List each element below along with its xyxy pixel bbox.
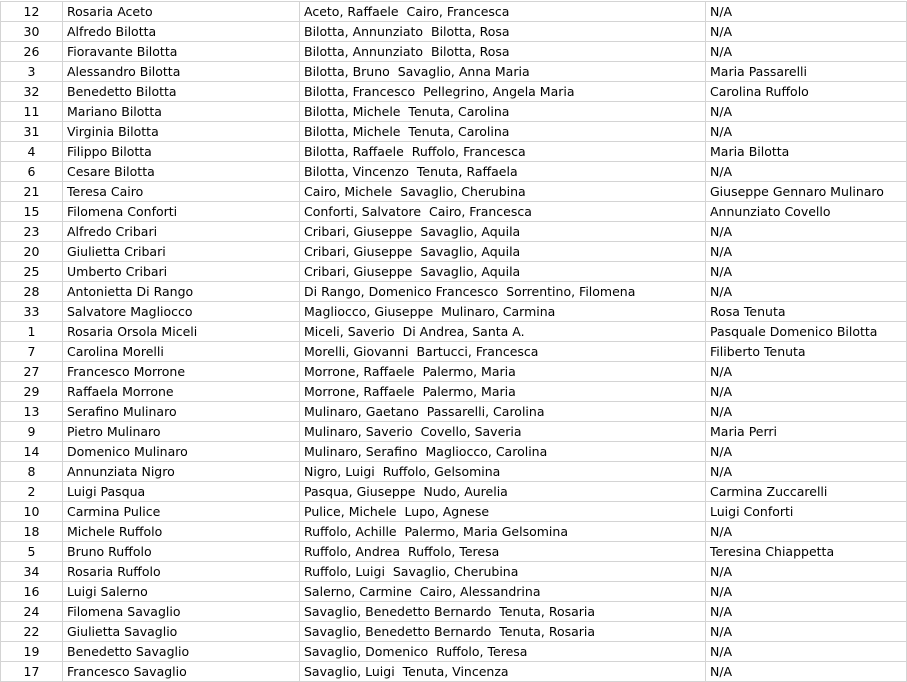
cell-name[interactable]: Rosaria Ruffolo [63,562,300,582]
cell-parents[interactable]: Aceto, Raffaele Cairo, Francesca [300,2,706,22]
cell-id[interactable]: 17 [1,662,63,682]
cell-name[interactable]: Rosaria Aceto [63,2,300,22]
cell-name[interactable]: Domenico Mulinaro [63,442,300,462]
table-row [1,102,907,122]
cell-name[interactable]: Salvatore Magliocco [63,302,300,322]
cell-parents[interactable]: Conforti, Salvatore Cairo, Francesca [300,202,706,222]
cell-spouse[interactable]: N/A [706,402,907,422]
table-row [1,22,907,42]
cell-name[interactable]: Francesco Morrone [63,362,300,382]
cell-id[interactable]: 18 [1,522,63,542]
cell-spouse[interactable]: Annunziato Covello [706,202,907,222]
cell-name[interactable]: Alfredo Bilotta [63,22,300,42]
table-row [1,42,907,62]
cell-parents[interactable]: Bilotta, Annunziato Bilotta, Rosa [300,22,706,42]
cell-id[interactable]: 9 [1,422,63,442]
cell-parents[interactable]: Bilotta, Annunziato Bilotta, Rosa [300,42,706,62]
table-row [1,502,907,522]
cell-name[interactable]: Filippo Bilotta [63,142,300,162]
cell-id[interactable]: 11 [1,102,63,122]
cell-name[interactable]: Annunziata Nigro [63,462,300,482]
cell-spouse[interactable]: N/A [706,622,907,642]
cell-parents[interactable]: Savaglio, Benedetto Bernardo Tenuta, Rosaria [300,602,706,622]
cell-id[interactable]: 28 [1,282,63,302]
table-row [1,122,907,142]
cell-spouse[interactable]: N/A [706,102,907,122]
cell-spouse[interactable]: Teresina Chiappetta [706,542,907,562]
cell-name[interactable]: Teresa Cairo [63,182,300,202]
cell-parents[interactable]: Mulinaro, Serafino Magliocco, Carolina [300,442,706,462]
table-row [1,222,907,242]
cell-parents[interactable]: Cairo, Michele Savaglio, Cherubina [300,182,706,202]
table-row [1,342,907,362]
cell-spouse[interactable]: N/A [706,582,907,602]
cell-name[interactable]: Luigi Salerno [63,582,300,602]
cell-id[interactable]: 1 [1,322,63,342]
genealogy-table [0,1,907,682]
cell-id[interactable]: 25 [1,262,63,282]
cell-name[interactable]: Alfredo Cribari [63,222,300,242]
cell-id[interactable]: 19 [1,642,63,662]
table-body [1,2,907,682]
table-row [1,182,907,202]
cell-id[interactable]: 14 [1,442,63,462]
table-row [1,322,907,342]
cell-parents[interactable]: Bilotta, Michele Tenuta, Carolina [300,102,706,122]
cell-parents[interactable]: Mulinaro, Saverio Covello, Saveria [300,422,706,442]
cell-id[interactable]: 32 [1,82,63,102]
cell-parents[interactable]: Cribari, Giuseppe Savaglio, Aquila [300,242,706,262]
cell-id[interactable]: 23 [1,222,63,242]
cell-name[interactable]: Umberto Cribari [63,262,300,282]
cell-parents[interactable]: Morrone, Raffaele Palermo, Maria [300,362,706,382]
cell-id[interactable]: 6 [1,162,63,182]
cell-parents[interactable]: Bilotta, Bruno Savaglio, Anna Maria [300,62,706,82]
cell-parents[interactable]: Cribari, Giuseppe Savaglio, Aquila [300,222,706,242]
cell-id[interactable]: 27 [1,362,63,382]
cell-id[interactable]: 33 [1,302,63,322]
cell-name[interactable]: Benedetto Savaglio [63,642,300,662]
cell-name[interactable]: Carmina Pulice [63,502,300,522]
table-row [1,202,907,222]
cell-id[interactable]: 34 [1,562,63,582]
cell-name[interactable]: Giulietta Cribari [63,242,300,262]
cell-spouse[interactable]: Maria Bilotta [706,142,907,162]
table-row [1,282,907,302]
cell-spouse[interactable]: N/A [706,242,907,262]
table-row [1,262,907,282]
cell-parents[interactable]: Cribari, Giuseppe Savaglio, Aquila [300,262,706,282]
table-row [1,402,907,422]
cell-name[interactable]: Mariano Bilotta [63,102,300,122]
table-row [1,442,907,462]
cell-parents[interactable]: Bilotta, Michele Tenuta, Carolina [300,122,706,142]
table-row [1,602,907,622]
table-row [1,422,907,442]
cell-spouse[interactable]: N/A [706,362,907,382]
table-row [1,582,907,602]
cell-parents[interactable]: Ruffolo, Luigi Savaglio, Cherubina [300,562,706,582]
cell-name[interactable]: Filomena Conforti [63,202,300,222]
cell-spouse[interactable]: Maria Perri [706,422,907,442]
table-row [1,542,907,562]
table-row [1,562,907,582]
cell-id[interactable]: 24 [1,602,63,622]
cell-spouse[interactable]: Maria Passarelli [706,62,907,82]
cell-parents[interactable]: Ruffolo, Achille Palermo, Maria Gelsomina [300,522,706,542]
table-row [1,2,907,22]
cell-id[interactable]: 30 [1,22,63,42]
cell-spouse[interactable]: Carmina Zuccarelli [706,482,907,502]
cell-spouse[interactable]: N/A [706,562,907,582]
cell-parents[interactable]: Bilotta, Raffaele Ruffolo, Francesca [300,142,706,162]
cell-spouse[interactable]: Pasquale Domenico Bilotta [706,322,907,342]
cell-id[interactable]: 29 [1,382,63,402]
cell-parents[interactable]: Miceli, Saverio Di Andrea, Santa A. [300,322,706,342]
cell-name[interactable]: Bruno Ruffolo [63,542,300,562]
table-row [1,522,907,542]
table-row [1,482,907,502]
cell-spouse[interactable]: N/A [706,662,907,682]
cell-spouse[interactable]: Filiberto Tenuta [706,342,907,362]
cell-name[interactable]: Virginia Bilotta [63,122,300,142]
cell-id[interactable]: 20 [1,242,63,262]
cell-parents[interactable]: Morrone, Raffaele Palermo, Maria [300,382,706,402]
cell-name[interactable]: Francesco Savaglio [63,662,300,682]
cell-id[interactable]: 7 [1,342,63,362]
cell-parents[interactable]: Bilotta, Francesco Pellegrino, Angela Maria [300,82,706,102]
cell-spouse[interactable]: Luigi Conforti [706,502,907,522]
cell-name[interactable]: Giulietta Savaglio [63,622,300,642]
cell-spouse[interactable]: Rosa Tenuta [706,302,907,322]
cell-name[interactable]: Benedetto Bilotta [63,82,300,102]
table-row [1,662,907,682]
table-row [1,302,907,322]
cell-spouse[interactable]: N/A [706,442,907,462]
cell-parents[interactable]: Salerno, Carmine Cairo, Alessandrina [300,582,706,602]
table-row [1,462,907,482]
cell-spouse[interactable]: N/A [706,42,907,62]
cell-id[interactable]: 12 [1,2,63,22]
cell-id[interactable]: 10 [1,502,63,522]
cell-parents[interactable]: Savaglio, Benedetto Bernardo Tenuta, Rosaria [300,622,706,642]
cell-spouse[interactable]: N/A [706,382,907,402]
cell-parents[interactable]: Savaglio, Domenico Ruffolo, Teresa [300,642,706,662]
cell-spouse[interactable]: N/A [706,282,907,302]
table-row [1,362,907,382]
cell-id[interactable]: 4 [1,142,63,162]
cell-spouse[interactable]: N/A [706,642,907,662]
cell-name[interactable]: Rosaria Orsola Miceli [63,322,300,342]
cell-spouse[interactable]: N/A [706,522,907,542]
cell-spouse[interactable]: N/A [706,162,907,182]
cell-spouse[interactable]: N/A [706,122,907,142]
cell-spouse[interactable]: N/A [706,462,907,482]
cell-parents[interactable]: Ruffolo, Andrea Ruffolo, Teresa [300,542,706,562]
cell-id[interactable]: 26 [1,42,63,62]
cell-name[interactable]: Michele Ruffolo [63,522,300,542]
cell-parents[interactable]: Pasqua, Giuseppe Nudo, Aurelia [300,482,706,502]
table-row [1,622,907,642]
table-row [1,162,907,182]
table-row [1,82,907,102]
table-row [1,62,907,82]
cell-spouse[interactable]: N/A [706,22,907,42]
cell-name[interactable]: Carolina Morelli [63,342,300,362]
cell-id[interactable]: 2 [1,482,63,502]
cell-name[interactable]: Antonietta Di Rango [63,282,300,302]
cell-id[interactable]: 16 [1,582,63,602]
cell-spouse[interactable]: Carolina Ruffolo [706,82,907,102]
cell-parents[interactable]: Morelli, Giovanni Bartucci, Francesca [300,342,706,362]
cell-spouse[interactable]: N/A [706,262,907,282]
cell-id[interactable]: 5 [1,542,63,562]
cell-name[interactable]: Alessandro Bilotta [63,62,300,82]
cell-name[interactable]: Pietro Mulinaro [63,422,300,442]
cell-name[interactable]: Fioravante Bilotta [63,42,300,62]
cell-name[interactable]: Serafino Mulinaro [63,402,300,422]
cell-parents[interactable]: Savaglio, Luigi Tenuta, Vincenza [300,662,706,682]
cell-parents[interactable]: Bilotta, Vincenzo Tenuta, Raffaela [300,162,706,182]
cell-parents[interactable]: Magliocco, Giuseppe Mulinaro, Carmina [300,302,706,322]
cell-id[interactable]: 3 [1,62,63,82]
table-row [1,382,907,402]
cell-spouse[interactable]: N/A [706,602,907,622]
cell-spouse[interactable]: N/A [706,222,907,242]
cell-id[interactable]: 22 [1,622,63,642]
cell-id[interactable]: 31 [1,122,63,142]
table-row [1,242,907,262]
cell-parents[interactable]: Nigro, Luigi Ruffolo, Gelsomina [300,462,706,482]
cell-name[interactable]: Filomena Savaglio [63,602,300,622]
table-row [1,142,907,162]
cell-name[interactable]: Cesare Bilotta [63,162,300,182]
cell-id[interactable]: 13 [1,402,63,422]
cell-parents[interactable]: Di Rango, Domenico Francesco Sorrentino, Filomena [300,282,706,302]
cell-id[interactable]: 8 [1,462,63,482]
cell-id[interactable]: 21 [1,182,63,202]
cell-parents[interactable]: Mulinaro, Gaetano Passarelli, Carolina [300,402,706,422]
cell-parents[interactable]: Pulice, Michele Lupo, Agnese [300,502,706,522]
cell-id[interactable]: 15 [1,202,63,222]
cell-name[interactable]: Luigi Pasqua [63,482,300,502]
cell-spouse[interactable]: Giuseppe Gennaro Mulinaro [706,182,907,202]
cell-spouse[interactable]: N/A [706,2,907,22]
cell-name[interactable]: Raffaela Morrone [63,382,300,402]
table-row [1,642,907,662]
